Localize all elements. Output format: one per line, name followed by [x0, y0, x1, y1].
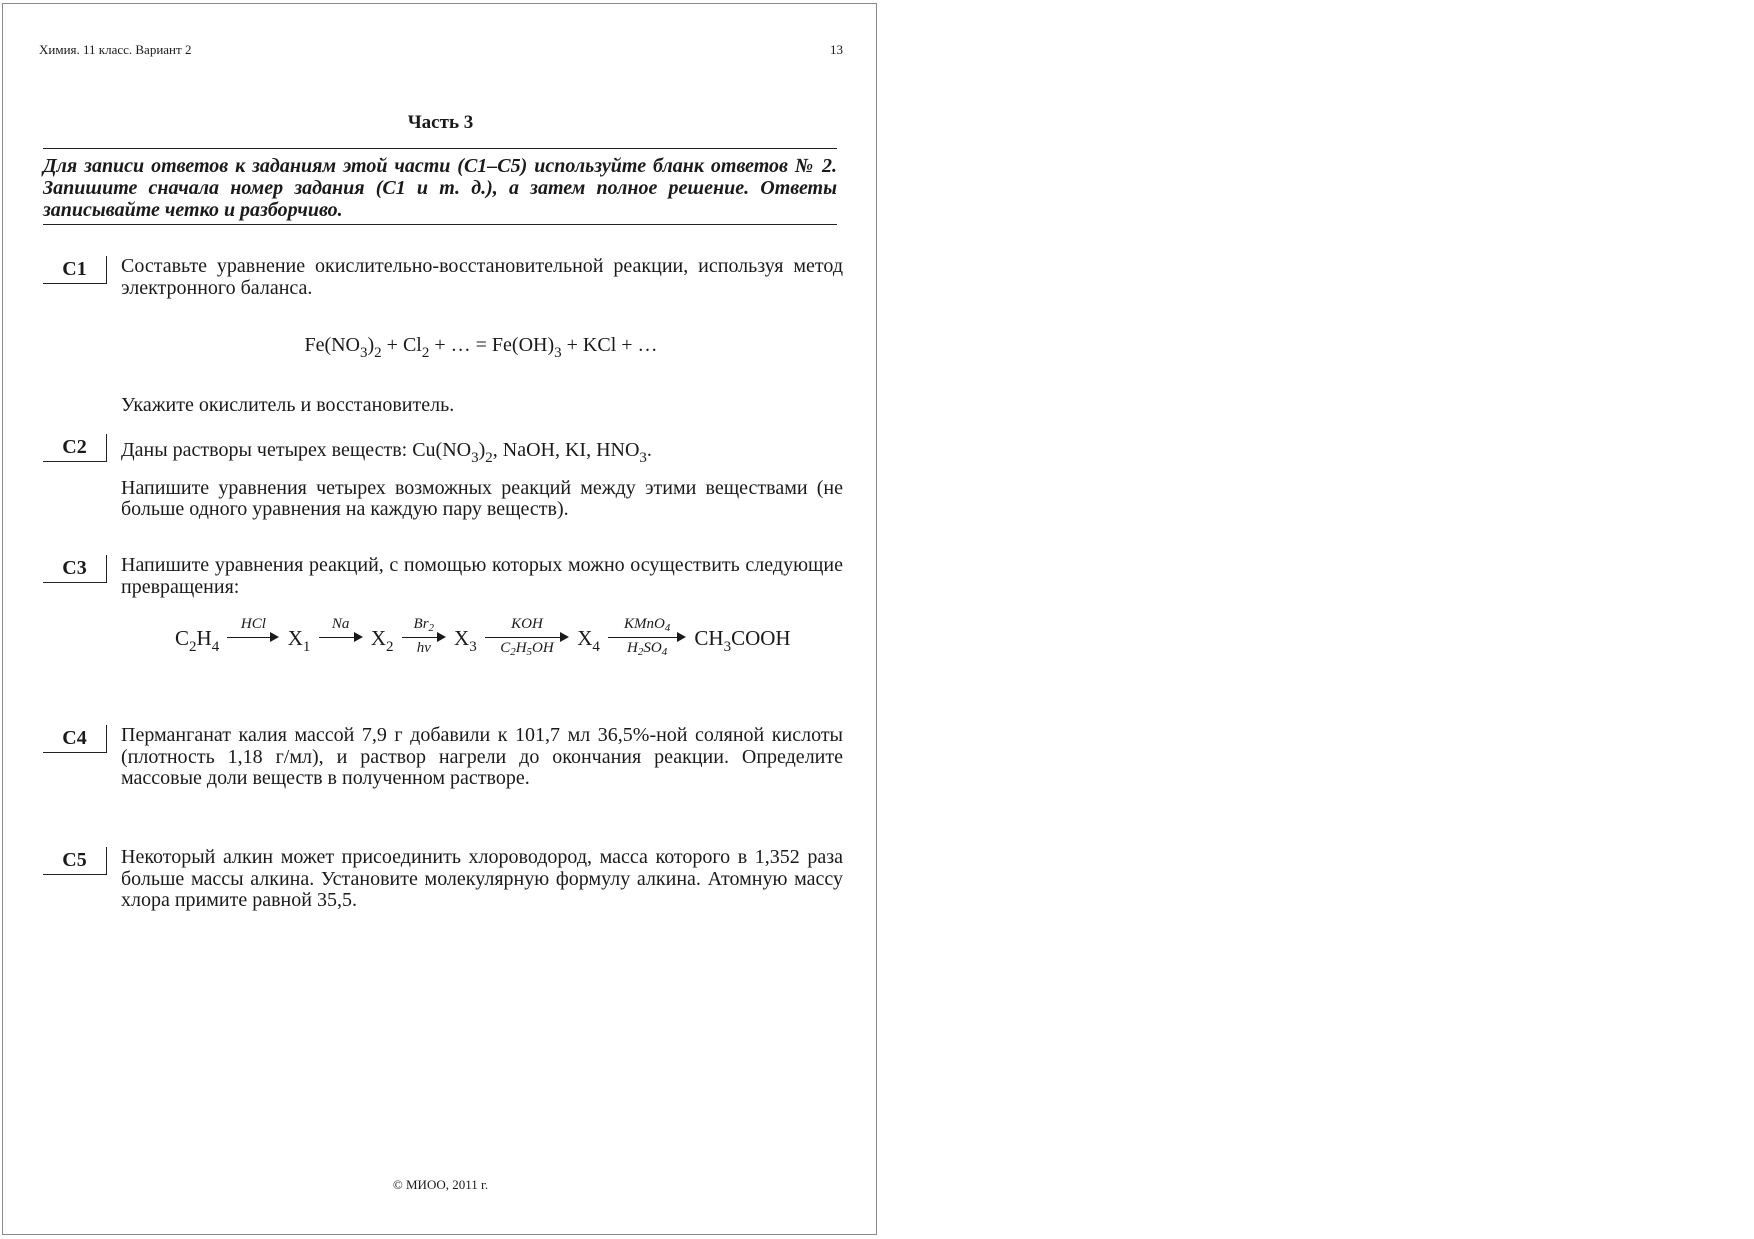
task-text: Составьте уравнение окислительно-восстановительной реакции, используя метод электронного баланса. — [121, 255, 843, 299]
task-text-2: Напишите уравнения четырех возможных реакций между этими веществами (не больше одного уравнения на каждую пару веществ). — [121, 476, 843, 520]
reaction-arrow-3: $\frac{Br_2}{h\nu}$ — [402, 616, 446, 660]
running-header: Химия. 11 класс. Вариант 2 — [39, 42, 192, 57]
redox-equation: $Fe(NO_3)_2 + Cl_2$ + … = $Fe(OH)_3$ + KCl + … — [304, 334, 658, 361]
transformation-scheme — [175, 616, 791, 676]
task-text: Некоторый алкин может присоединить хлороводород, масса которого в 1,352 раза больше массы алкина. Установите молекулярную формулу алкина. Атомную массу хлора примите равной 35,5. — [121, 846, 843, 911]
task-text: Даны растворы четырех веществ: $Cu(NO_3)_2$, NaOH, KI, $HNO_3$. — [121, 439, 652, 466]
reaction-arrow-5: KMnO$_4$ $H_2SO_4$ — [608, 616, 686, 660]
instructions-block: Для записи ответов к заданиям этой части (C1–C5) используйте бланк ответов № 2. Запишите сначала номер задания (C1 и т. д.), а затем полное решение. Ответы записывайте четко и разборчиво. — [43, 148, 837, 225]
task-c1 — [43, 255, 843, 416]
task-label: C5 — [43, 847, 107, 875]
reactant-c2h4: $C_2H_4$ — [175, 625, 220, 655]
intermediate-x4: $X_4$ — [577, 625, 600, 655]
page-number: 13 — [830, 42, 843, 57]
task-c5 — [43, 847, 843, 912]
product-acetic-acid: $CH_3COOH$ — [694, 625, 791, 655]
task-c4 — [43, 725, 843, 790]
task-text: Перманганат калия массой 7,9 г добавили к 101,7 мл 36,5%-ной соляной кислоты (плотность 1,18 г/мл), и раствор нагрели до окончания реакции. Определите массовые доли веществ в полученном растворе. — [121, 724, 843, 789]
reaction-arrow-4: KOH $C_2H_5OH$ — [485, 616, 569, 660]
reaction-arrow-2: Na — [319, 616, 363, 660]
task-label: C3 — [43, 555, 107, 583]
footer-copyright: © МИОО, 2011 г. — [392, 1177, 489, 1192]
task-label: C4 — [43, 725, 107, 753]
part-title: Часть 3 — [407, 112, 474, 133]
intermediate-x1: $X_1$ — [287, 625, 311, 655]
intermediate-x3: $X_3$ — [454, 625, 477, 655]
task-c2 — [43, 434, 843, 521]
task-label: C1 — [43, 256, 107, 284]
task-note: Укажите окислитель и восстановитель. — [121, 394, 455, 416]
document-page — [2, 3, 877, 1235]
task-label: C2 — [43, 434, 107, 462]
intermediate-x2: $X_2$ — [370, 625, 394, 655]
reaction-arrow-1: HCl — [227, 616, 279, 660]
task-text: Напишите уравнения реакций, с помощью которых можно осуществить следующие превращения: — [121, 554, 843, 598]
task-c3 — [43, 555, 843, 598]
